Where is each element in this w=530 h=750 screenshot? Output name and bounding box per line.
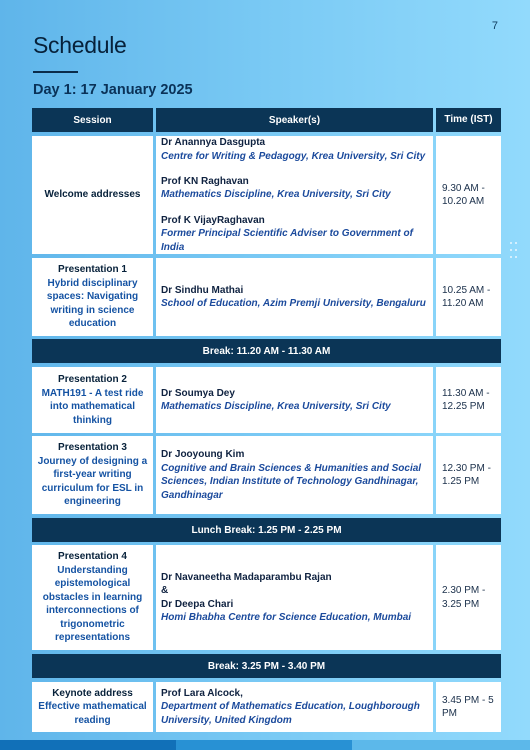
speaker-name: Dr Navaneetha Madaparambu Rajan <box>161 571 332 583</box>
page-title: Schedule <box>33 32 127 58</box>
table-row <box>32 258 501 336</box>
speaker-name: Prof K VijayRaghavan <box>161 214 265 226</box>
header-session: Session <box>32 108 153 132</box>
session-title: Presentation 4 <box>58 551 127 563</box>
time-cell: 2.30 PM - 3.25 PM <box>436 545 501 650</box>
speaker-name: Prof KN Raghavan <box>161 175 249 187</box>
break-row: Break: 11.20 AM - 11.30 AM <box>32 339 501 363</box>
footer-stripe <box>0 740 530 750</box>
table-header <box>32 108 501 132</box>
speaker-cell <box>156 436 433 514</box>
speaker-affiliation: Mathematics Discipline, Krea University, Sri City <box>161 189 391 201</box>
session-cell <box>32 258 153 336</box>
speaker-name: Dr Jooyoung Kim <box>161 449 245 460</box>
break-row: Break: 3.25 PM - 3.40 PM <box>32 654 501 678</box>
session-cell <box>32 545 153 650</box>
speaker-cell <box>156 545 433 650</box>
page-number: 7 <box>491 20 498 32</box>
time-cell: 12.30 PM - 1.25 PM <box>436 436 501 514</box>
speaker-name: Dr Soumya Dey <box>161 387 235 399</box>
time-cell: 3.45 PM - 5 PM <box>436 682 501 732</box>
session-subtitle: Understanding epistemological obstacles in learning interconnections of trigonometric representations <box>42 564 143 644</box>
speaker-cell <box>156 258 433 336</box>
session-subtitle: Hybrid disciplinary spaces: Navigating writing in science education <box>46 277 139 330</box>
speaker-cell <box>156 682 433 732</box>
session-cell <box>32 682 153 732</box>
speaker-name: Dr Sindhu Mathai <box>161 284 244 296</box>
speaker-name: Dr Anannya Dasgupta <box>161 137 266 148</box>
speaker-cell <box>156 367 433 433</box>
session-title: Presentation 1 <box>58 264 127 276</box>
speaker-affiliation: Department of Mathematics Education, Loughborough University, United Kingdom <box>161 701 420 726</box>
break-row: Lunch Break: 1.25 PM - 2.25 PM <box>32 518 501 542</box>
table-row <box>32 682 501 732</box>
speaker-affiliation: Former Principal Scientific Adviser to Government of India <box>161 228 413 253</box>
speaker-name: Dr Deepa Chari <box>161 598 234 610</box>
speaker-affiliation: Homi Bhabha Centre for Science Education, Mumbai <box>161 612 412 623</box>
time-cell: 10.25 AM - 11.20 AM <box>436 258 501 336</box>
session-title: Welcome addresses <box>44 189 141 201</box>
speaker-affiliation: Centre for Writing & Pedagogy, Krea University, Sri City <box>161 150 426 162</box>
speaker-affiliation: Mathematics Discipline, Krea University, Sri City <box>161 401 391 412</box>
title-underline <box>33 71 78 73</box>
time-cell: 9.30 AM - 10.20 AM <box>436 136 501 254</box>
speaker-affiliation: Cognitive and Brain Sciences & Humanities and Social Sciences, Indian Institute of Technology Gandhinagar, Gandhinagar <box>161 462 422 501</box>
session-cell <box>32 136 153 254</box>
session-subtitle: Effective mathematical reading <box>38 701 147 726</box>
session-subtitle: Journey of designing a first-year writing curriculum for ESL in engineering <box>37 455 148 508</box>
session-title: Keynote address <box>52 687 133 699</box>
decorative-dots <box>510 242 524 263</box>
footer-segment <box>176 740 352 750</box>
header-speakers: Speaker(s) <box>156 108 433 132</box>
footer-segment <box>352 740 530 750</box>
session-title: Presentation 3 <box>58 442 127 454</box>
session-cell <box>32 436 153 514</box>
day-heading: Day 1: 17 January 2025 <box>33 82 193 98</box>
time-cell: 11.30 AM - 12.25 PM <box>436 367 501 433</box>
table-row <box>32 436 501 514</box>
footer-segment <box>0 740 176 750</box>
speaker-affiliation: School of Education, Azim Premji University, Bengaluru <box>161 298 426 309</box>
table-row <box>32 545 501 650</box>
session-title: Presentation 2 <box>58 374 127 385</box>
table-row <box>32 367 501 433</box>
session-cell <box>32 367 153 433</box>
speaker-cell <box>156 136 433 254</box>
speaker-conjunction: & <box>161 585 169 596</box>
speaker-name: Prof Lara Alcock, <box>161 687 243 699</box>
header-time: Time (IST) <box>436 108 501 132</box>
session-subtitle: MATH191 - A test ride into mathematical thinking <box>41 387 144 426</box>
table-row <box>32 136 501 254</box>
